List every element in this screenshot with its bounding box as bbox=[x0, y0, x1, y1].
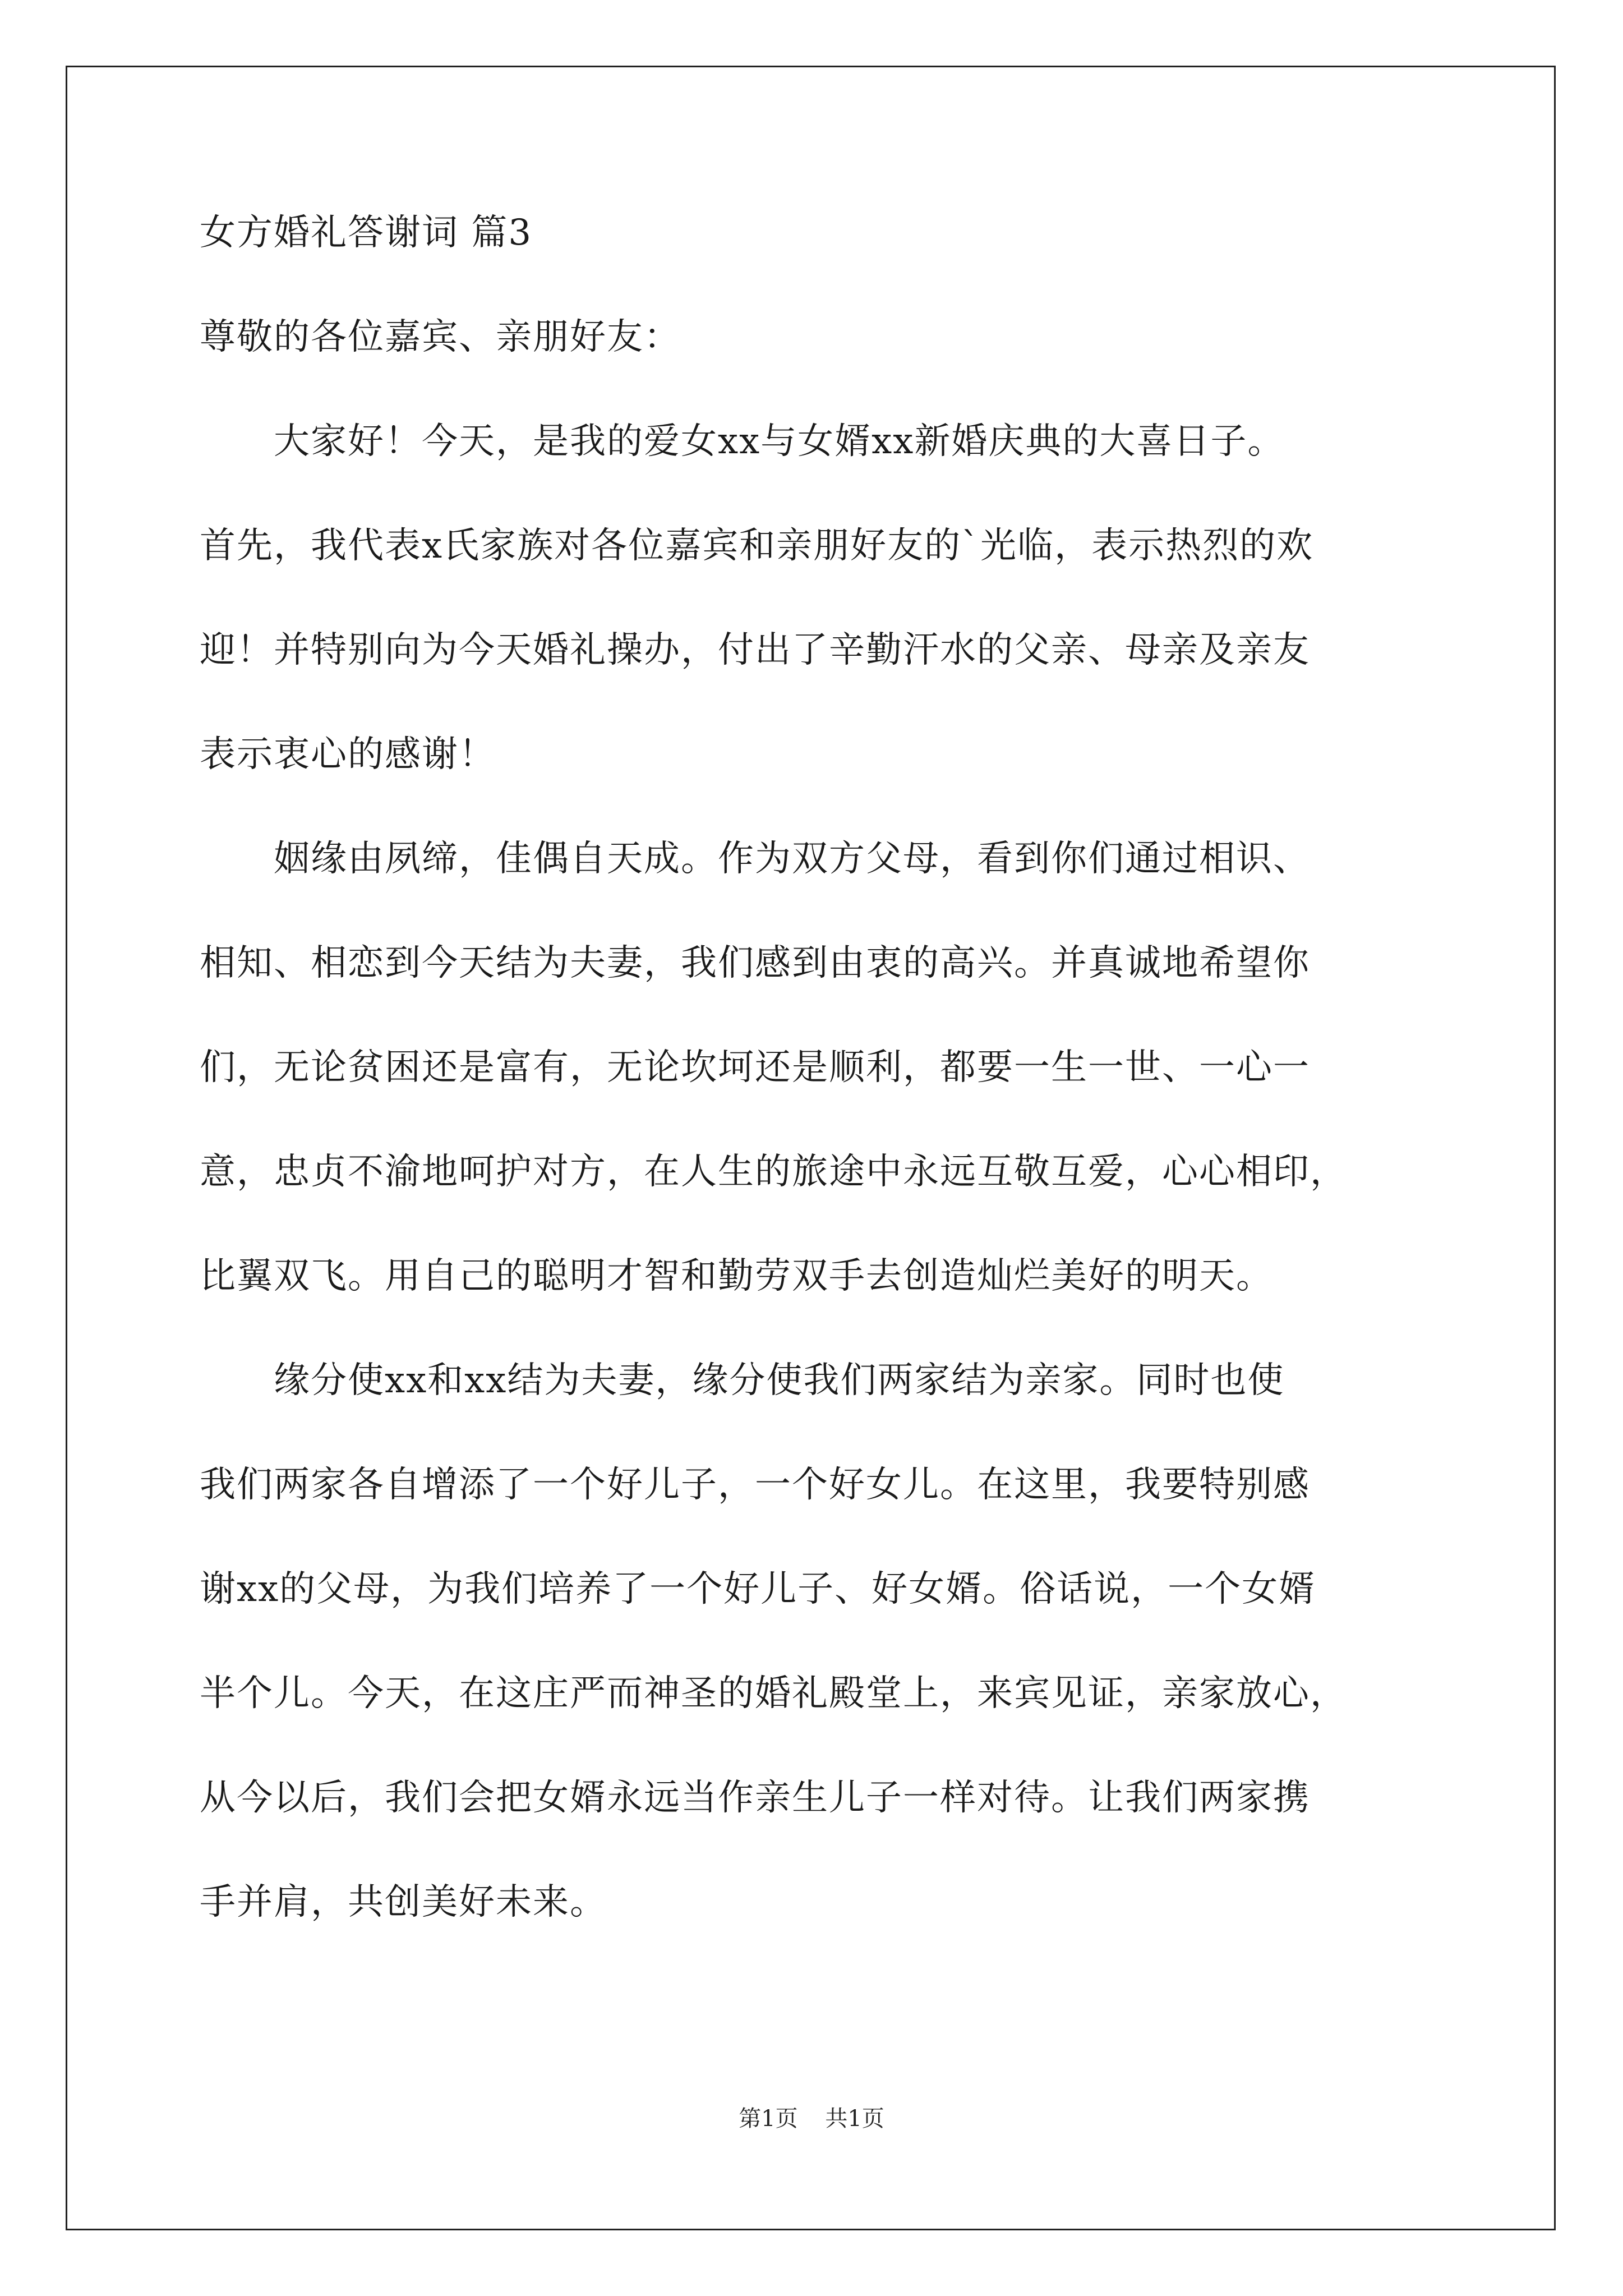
page-total: 共1页 bbox=[825, 2106, 884, 2132]
paragraph-line: 大家好！今天，是我的爱女xx与女婿xx新婚庆典的大喜日子。 bbox=[200, 421, 1285, 462]
document-body bbox=[200, 202, 1445, 1976]
paragraph-line: 手并肩，共创美好未来。 bbox=[200, 1881, 607, 1923]
paragraph-line: 表示衷心的感谢！ bbox=[200, 734, 496, 775]
paragraph-line: 相知、相恋到今天结为夫妻，我们感到由衷的高兴。并真诚地希望你 bbox=[200, 942, 1310, 984]
paragraph-1 bbox=[200, 411, 1445, 828]
paragraph-line: 我们两家各自增添了一个好儿子，一个好女儿。在这里，我要特别感 bbox=[200, 1464, 1310, 1506]
page-footer bbox=[0, 2101, 1623, 2133]
paragraph-line: 们，无论贫困还是富有，无论坎坷还是顺利，都要一生一世、一心一 bbox=[200, 1047, 1310, 1088]
paragraph-line: 意，忠贞不渝地呵护对方，在人生的旅途中永远互敬互爱，心心相印， bbox=[200, 1151, 1347, 1193]
paragraph-line: 缘分使xx和xx结为夫妻，缘分使我们两家结为亲家。同时也使 bbox=[200, 1360, 1285, 1401]
paragraph-line: 迎！并特别向为今天婚礼操办，付出了辛勤汗水的父亲、母亲及亲友 bbox=[200, 629, 1310, 671]
greeting: 尊敬的各位嘉宾、亲朋好友： bbox=[200, 316, 681, 358]
paragraph-line: 姻缘由夙缔，佳偶自天成。作为双方父母，看到你们通过相识、 bbox=[200, 838, 1310, 880]
paragraph-line: 比翼双飞。用自己的聪明才智和勤劳双手去创造灿烂美好的明天。 bbox=[200, 1255, 1273, 1297]
page-number: 第1页 bbox=[739, 2106, 798, 2132]
paragraph-line: 谢xx的父母，为我们培养了一个好儿子、好女婿。俗话说，一个女婿 bbox=[200, 1568, 1316, 1610]
paragraph-line: 首先，我代表x氏家族对各位嘉宾和亲朋好友的`光临，表示热烈的欢 bbox=[200, 525, 1314, 567]
paragraph-line: 从今以后，我们会把女婿永远当作亲生儿子一样对待。让我们两家携 bbox=[200, 1777, 1310, 1819]
paragraph-2 bbox=[200, 828, 1445, 1350]
document-title: 女方婚礼答谢词 篇3 bbox=[200, 212, 533, 254]
paragraph-3 bbox=[200, 1350, 1445, 1976]
paragraph-line: 半个儿。今天，在这庄严而神圣的婚礼殿堂上，来宾见证，亲家放心， bbox=[200, 1673, 1347, 1714]
